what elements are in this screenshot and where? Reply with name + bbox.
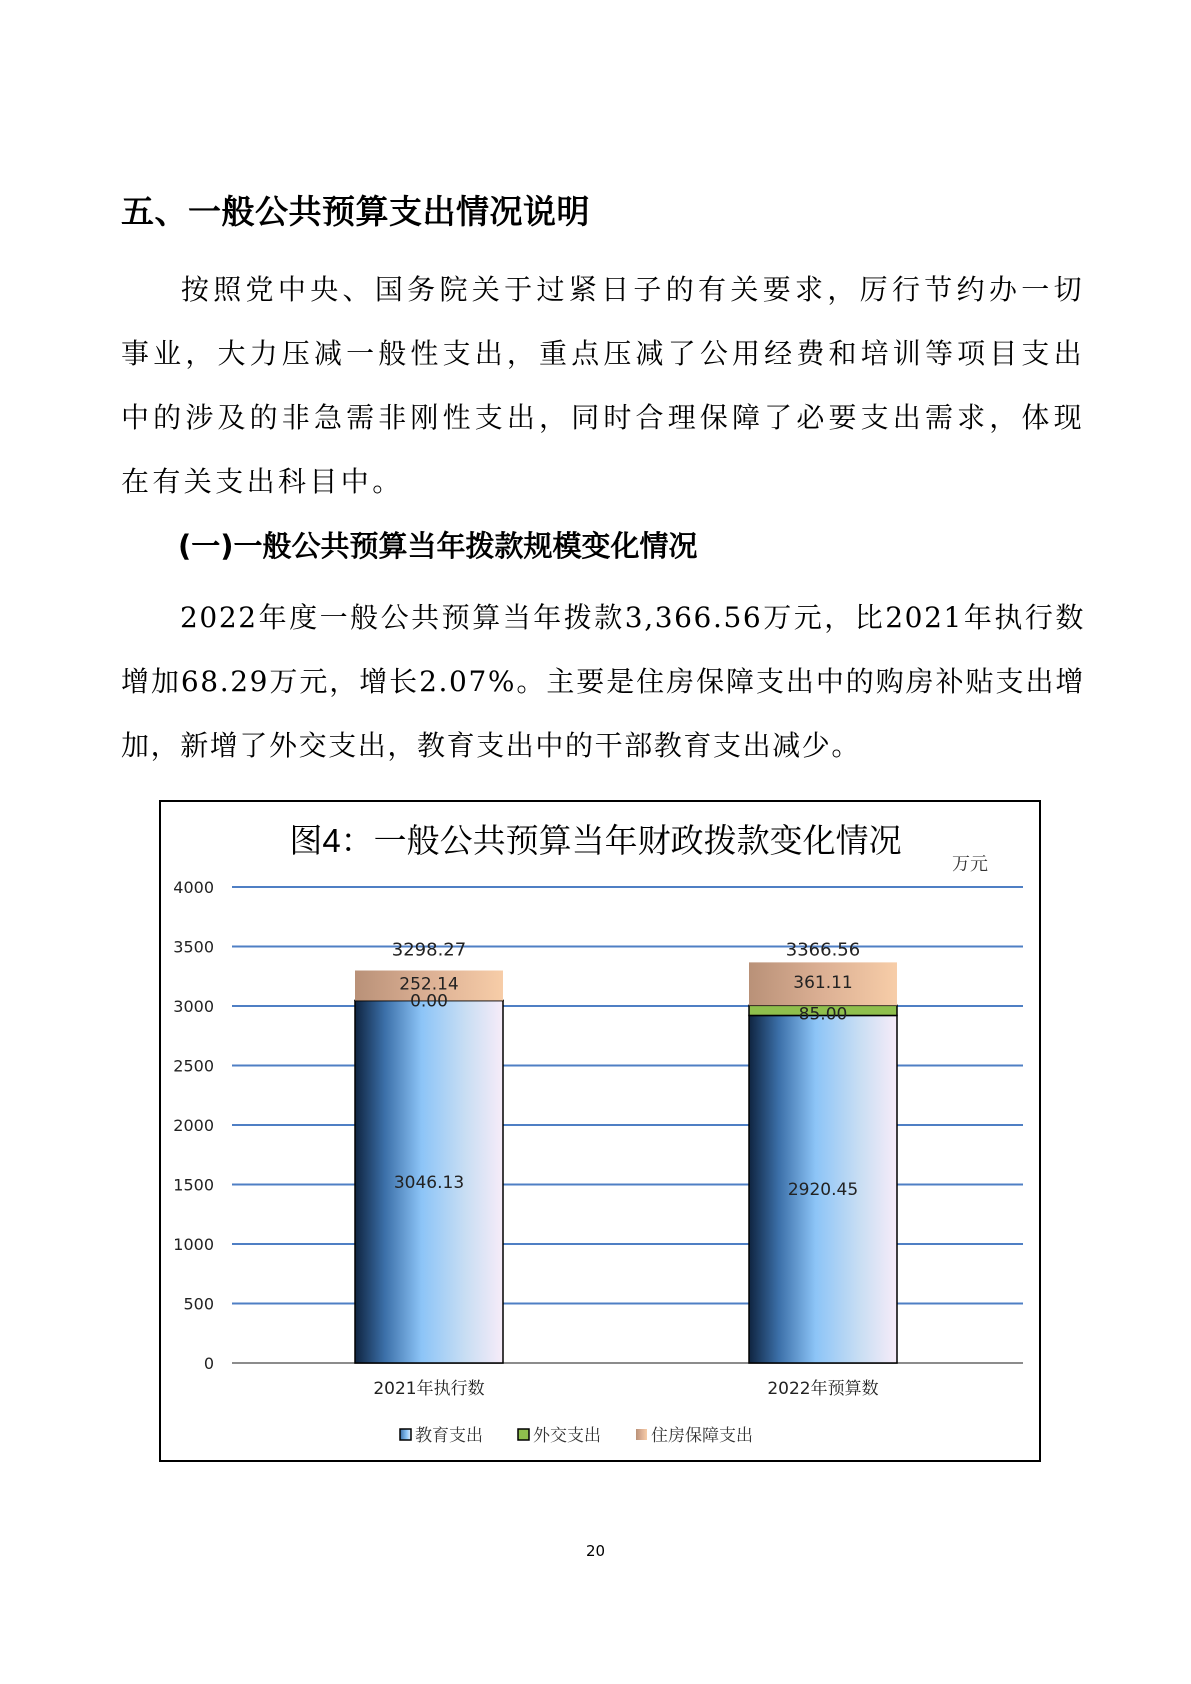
section-heading: 五、一般公共预算支出情况说明	[121, 192, 590, 231]
y-tick-label: 4000	[173, 878, 214, 897]
legend-swatch-education	[400, 1429, 411, 1440]
y-tick-label: 3500	[173, 937, 214, 957]
data-label: 2920.45	[787, 1180, 859, 1201]
y-tick-label: 3000	[173, 997, 214, 1016]
data-label: 361.11	[793, 972, 853, 993]
legend-label: 教育支出	[415, 1426, 483, 1446]
subsection-heading: (一)一般公共预算当年拨款规模变化情况	[178, 529, 698, 563]
unit-label: 万元	[952, 854, 988, 875]
data-label: 252.14	[399, 974, 459, 995]
x-tick-label: 2021年执行数	[373, 1379, 485, 1399]
legend-swatch-housing	[636, 1429, 647, 1440]
x-tick-label: 2022年预算数	[767, 1379, 879, 1399]
total-label: 3298.27	[391, 939, 467, 961]
data-label: 3046.13	[393, 1172, 465, 1193]
legend-label: 外交支出	[533, 1426, 601, 1446]
total-label: 3366.56	[785, 939, 861, 961]
y-tick-label: 0	[203, 1354, 214, 1373]
y-tick-label: 1500	[173, 1175, 214, 1195]
y-tick-label: 500	[183, 1294, 214, 1314]
y-tick-label: 2500	[173, 1056, 214, 1076]
legend-label: 住房保障支出	[651, 1426, 753, 1446]
paragraph-appropriation-text: 2022年度一般公共预算当年拨款3,366.56万元，比2021年执行数增加68.29万元，增长2.07%。主要是住房保障支出中的购房补贴支出增加，新增了外交支出，教育支出中的干部教育支出减少。	[121, 601, 1085, 762]
paragraph-austerity-text: 按照党中央、国务院关于过紧日子的有关要求，厉行节约办一切事业，大力压减一般性支出，重点压减了公用经费和培训等项目支出中的涉及的非急需非刚性支出，同时合理保障了必要支出需求，体现在有关支出科目中。	[121, 273, 1085, 498]
data-label: 0.00	[410, 991, 448, 1012]
data-label: 85.00	[798, 1004, 848, 1025]
y-tick-label: 2000	[173, 1116, 214, 1135]
legend-swatch-diplomacy	[518, 1429, 529, 1440]
chart-title: 图4：一般公共预算当年财政拨款变化情况	[289, 822, 902, 859]
y-tick-label: 1000	[173, 1235, 214, 1254]
page-number: 20	[585, 1542, 606, 1560]
